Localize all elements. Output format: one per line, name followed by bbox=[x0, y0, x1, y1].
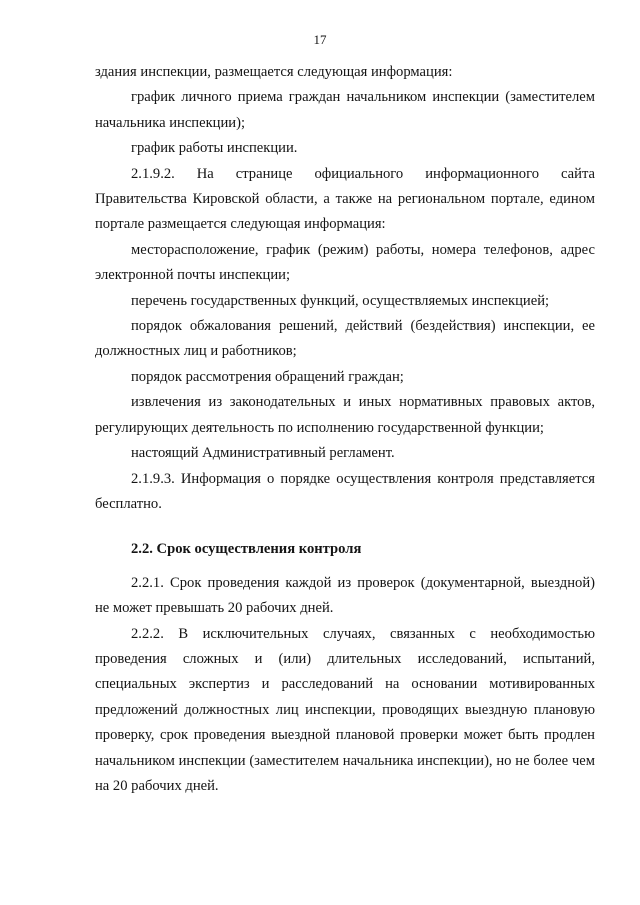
section-heading: 2.2. Срок осуществления контроля bbox=[131, 541, 362, 558]
paragraph: график личного приема граждан начальником инспекции (заместителем начальника инспекции); bbox=[95, 89, 595, 131]
paragraph: перечень государственных функций, осуществляемых инспекцией; bbox=[131, 292, 550, 309]
paragraph: настоящий Административный регламент. bbox=[131, 445, 395, 462]
document-body bbox=[95, 60, 595, 799]
paragraph: 2.2.2. В исключительных случаях, связанных с необходимостью проведения сложных и (или) длительных исследований, испытаний, специальных экспертиз и расследований на основании мотивированных предложений должностных лиц инспекции, проводящих выездную плановую проверку, срок проведения выездной плановой проверки может быть продлен начальником инспекции (заместителем начальника инспекции), но не более чем на 20 рабочих дней. bbox=[95, 625, 595, 794]
paragraph: здания инспекции, размещается следующая информация: bbox=[95, 64, 453, 80]
paragraph: извлечения из законодательных и иных нормативных правовых актов, регулирующих деятельность по исполнению государственной функции; bbox=[95, 394, 595, 436]
paragraph: график работы инспекции. bbox=[131, 140, 298, 157]
paragraph: 2.1.9.2. На странице официального информационного сайта Правительства Кировской области, а также на региональном портале, едином портале размещается следующая информация: bbox=[95, 165, 595, 233]
paragraph: 2.2.1. Срок проведения каждой из проверок (документарной, выездной) не может превышать 20 рабочих дней. bbox=[95, 574, 595, 617]
paragraph: порядок обжалования решений, действий (бездействия) инспекции, ее должностных лиц и работников; bbox=[95, 318, 595, 360]
paragraph: 2.1.9.3. Информация о порядке осуществления контроля представляется бесплатно. bbox=[95, 470, 595, 512]
page-number: 17 bbox=[313, 32, 327, 47]
paragraph: месторасположение, график (режим) работы, номера телефонов, адрес электронной почты инспекции; bbox=[95, 241, 595, 284]
paragraph: порядок рассмотрения обращений граждан; bbox=[131, 368, 404, 385]
